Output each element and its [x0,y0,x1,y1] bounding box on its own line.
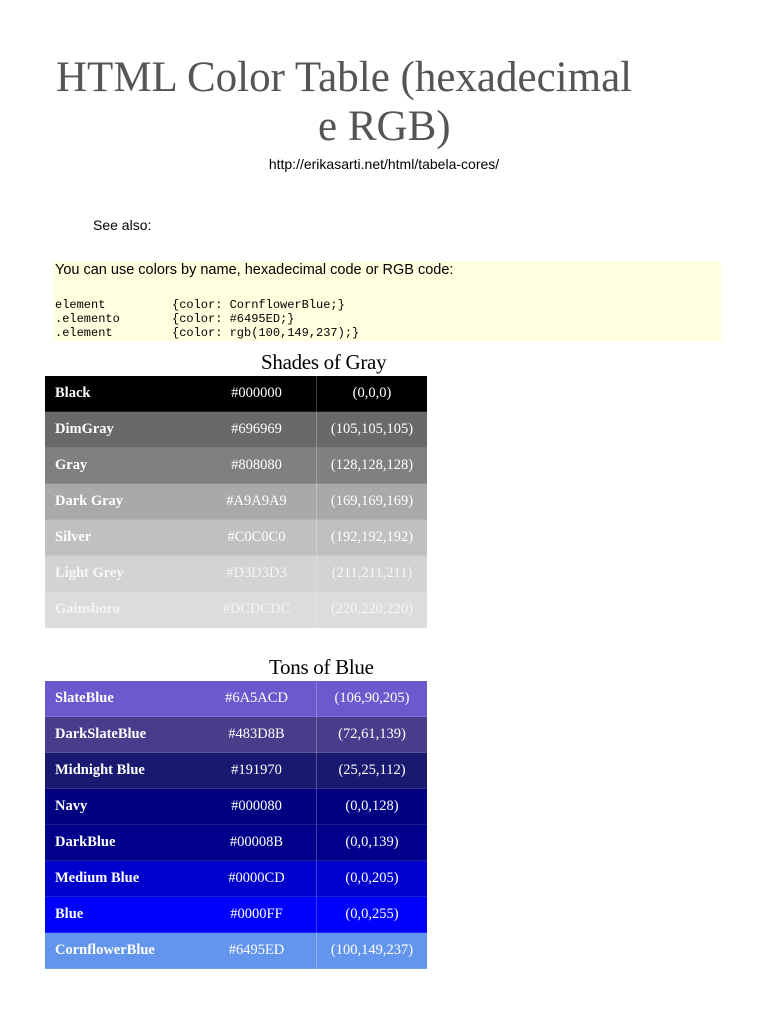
color-rgb-cell: (72,61,139) [317,717,428,753]
usage-box [54,261,721,341]
color-row [45,897,427,933]
color-name-cell: DimGray [55,421,114,437]
source-url[interactable]: http://erikasarti.net/html/tabela-cores/ [268,156,500,172]
color-row [45,376,427,412]
color-rgb-cell: (105,105,105) [317,412,428,448]
color-row [45,861,427,897]
color-hex-cell: #C0C0C0 [227,529,286,545]
code-rule: {color: CornflowerBlue;} [172,298,345,312]
color-name-cell: Medium Blue [55,870,140,886]
color-row [45,753,427,789]
color-rgb-cell: (25,25,112) [317,753,428,789]
color-name-cell: SlateBlue [55,690,114,706]
color-hex-cell: #191970 [231,762,282,778]
color-hex-cell: #0000CD [228,870,285,886]
color-name-cell: Gainsboro [55,601,121,617]
color-rgb-cell: (192,192,192) [317,520,428,556]
color-row [45,484,427,520]
color-name-cell: CornflowerBlue [55,942,155,958]
gray-color-table [45,376,427,628]
color-rgb-cell: (0,0,128) [317,789,428,825]
color-row [45,592,427,628]
color-hex-cell: #DCDCDC [222,601,291,617]
color-rgb-cell: (169,169,169) [317,484,428,520]
color-rgb-cell: (106,90,205) [317,681,428,717]
code-line [55,326,359,340]
code-selector: .element [55,326,113,340]
color-hex-cell: #6495ED [228,942,285,958]
color-row [45,789,427,825]
color-rgb-cell: (211,211,211) [317,556,428,592]
color-hex-cell: #6A5ACD [225,690,288,706]
code-rule: {color: rgb(100,149,237);} [172,326,360,340]
color-hex-cell: #483D8B [228,726,285,742]
color-name-cell: Black [55,385,91,401]
color-row [45,717,427,753]
color-hex-cell: #000000 [231,385,282,401]
code-selector: element [55,298,106,312]
color-rgb-cell: (0,0,255) [317,897,428,933]
color-hex-cell: #696969 [231,421,282,437]
color-rgb-cell: (100,149,237) [317,933,428,969]
color-row [45,412,427,448]
color-rgb-cell: (0,0,205) [317,861,428,897]
color-name-cell: Dark Gray [55,493,124,509]
color-row [45,933,427,969]
color-hex-cell: #00008B [229,834,284,850]
color-rgb-cell: (128,128,128) [317,448,428,484]
code-rule: {color: #6495ED;} [172,312,295,326]
page-title-line-1: HTML Color Table (hexadecimal [56,54,633,101]
color-row [45,825,427,861]
color-hex-cell: #000080 [231,798,282,814]
color-rgb-cell: (220,220,220) [317,592,428,628]
usage-text: You can use colors by name, hexadecimal code or RGB code: [55,262,454,278]
color-hex-cell: #808080 [231,457,282,473]
see-also-label: See also: [93,217,152,233]
code-selector: .elemento [55,312,120,326]
color-rgb-cell: (0,0,0) [317,376,428,412]
color-row [45,556,427,592]
code-line [55,298,345,312]
blue-color-table [45,681,427,969]
color-row [45,681,427,717]
color-name-cell: Silver [55,529,92,545]
color-name-cell: Navy [55,798,88,814]
color-name-cell: Gray [55,457,88,473]
gray-section-title: Shades of Gray [261,350,387,374]
color-name-cell: DarkBlue [55,834,116,850]
color-rgb-cell: (0,0,139) [317,825,428,861]
color-name-cell: Blue [55,906,84,922]
color-name-cell: DarkSlateBlue [55,726,147,742]
color-hex-cell: #A9A9A9 [226,493,287,509]
color-row [45,520,427,556]
color-row [45,448,427,484]
color-hex-cell: #D3D3D3 [226,565,287,581]
code-line [55,312,294,326]
color-name-cell: Light Grey [55,565,124,581]
color-hex-cell: #0000FF [230,906,283,922]
color-name-cell: Midnight Blue [55,762,145,778]
blue-section-title: Tons of Blue [269,655,374,679]
page-title-line-2: e RGB) [318,103,451,150]
